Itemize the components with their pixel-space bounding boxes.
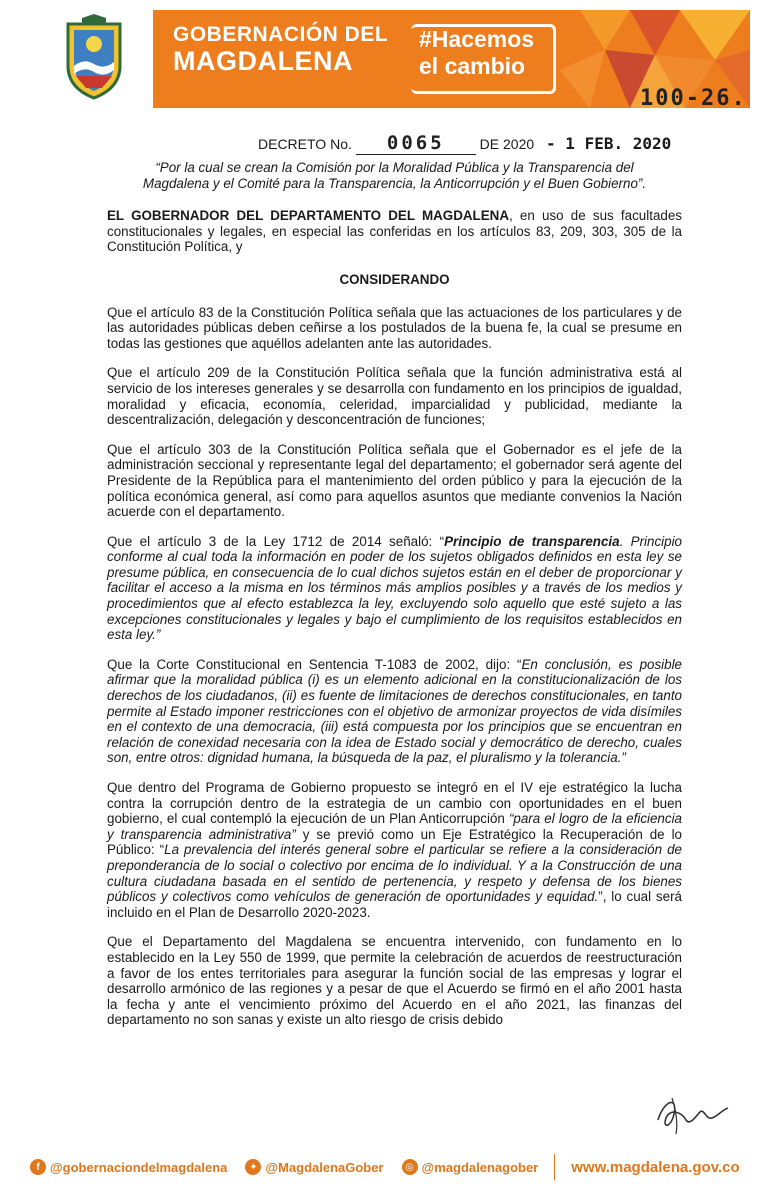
footer-divider (554, 1154, 555, 1180)
paragraph-article-303: Que el artículo 303 de la Constitución Política señala que el Gobernador es el jefe de la administración seccional y representante legal del departamento; el gobernador será agente del Presidente de la República para el mantenimiento del orden público y para la ejecución de la política económica general, así como para aquellos asuntos que mediante convenios la Nación acuerde con el departamento. (107, 441, 682, 520)
governor-faculties: , en uso de sus facultades constitucionales y legales, en especial las conferidas en los artículos 83, 209, 303, 305 de la Constitución Política, y (107, 208, 682, 255)
transparency-principle-title: Principio de transparencia (444, 533, 620, 549)
slogan-line-1: #Hacemos (419, 26, 535, 52)
decree-date-stamp: - 1 FEB. 2020 (546, 134, 672, 153)
document-body (107, 160, 682, 1028)
handwritten-signature (652, 1090, 732, 1136)
facebook-handle: @gobernaciondelmagdalena (50, 1159, 228, 1175)
twitter-icon: ✦ (245, 1159, 261, 1175)
brand-line-1: GOBERNACIÓN DEL (173, 23, 389, 46)
paragraph-sentencia (107, 657, 682, 766)
decree-subtitle: “Por la cual se crean la Comisión por la Moralidad Pública y la Transparencia del Magdalena y el Comité para la Transparencia, la Anticorrupción y el Buen Gobierno”. (142, 160, 647, 191)
footer-instagram[interactable] (402, 1159, 539, 1175)
paragraph-article-209: Que el artículo 209 de la Constitución Política señala que la función administrativa está al servicio de los intereses generales y se desarrolla con fundamento en los principios de igualdad, moralidad y eficacia, economía, celeridad, imparcialidad y publicidad, mediante la descentralización, delegación y desconcentración de funciones; (107, 365, 682, 428)
twitter-handle: @MagdalenaGober (265, 1159, 384, 1175)
facebook-icon: f (30, 1159, 46, 1175)
paragraph-law-550: Que el Departamento del Magdalena se encuentra intervenido, con fundamento en lo establecido en la Ley 550 de 1999, que permite la celebración de acuerdos de reestructuración a favor de los entes territoriales para asegurar la función social de las empresas y lograr el desarrollo armónico de las regiones y a pesar de que el Acuerdo se firmó en el año 2001 hasta la fecha y ante el vencimiento próximo del Acuerdo en el año 2021, las finanzas del departamento no son sanas y existe un alto riesgo de crisis debido (107, 934, 682, 1028)
instagram-handle: @magdalenagober (421, 1159, 539, 1175)
governor-preamble (107, 208, 682, 255)
program-text-a: Que dentro del Programa de Gobierno propuesto se integró en el IV eje estratégico la lucha contra la corrupción dentro de la estrategia de un cambio con oportunidades en el buen gobierno, el cual contempló la ejecución de un Plan Anticorrupción (107, 780, 682, 827)
program-quote-a: “para el logro de la eficiencia y transparencia administrativa” (107, 811, 682, 842)
decree-label: DECRETO No. (258, 136, 352, 152)
decree-year: DE 2020 (479, 136, 535, 152)
department-crest-logo (62, 14, 126, 100)
paragraph-government-program (107, 780, 682, 920)
program-quote-b: La prevalencia del interés general sobre el particular se refiere a la consideración de preponderancia de lo social o colectivo por encima de lo individual. Y a la Construcción de una cultura ciudadana basada en el sentido de pertenencia, y respeto y defensa de los bienes públicos y colectivos como vehículos de generación de oportunidades y equidad. (107, 842, 682, 905)
instagram-icon: ◎ (402, 1159, 418, 1175)
footer-facebook[interactable] (30, 1159, 227, 1175)
footer-twitter[interactable] (245, 1159, 383, 1175)
slogan-line-2: el cambio (419, 53, 526, 79)
brand-name (173, 24, 388, 75)
sentencia-intro: Que la Corte Constitucional en Sentencia T-1083 de 2002, dijo: “ (107, 656, 522, 672)
program-text-b: y se previó como un Eje Estratégico la Recuperación de lo Público: “ (107, 826, 682, 858)
decree-line (258, 132, 671, 155)
stamped-number: 100-26. (640, 86, 747, 111)
decree-number: 0065 (356, 132, 476, 155)
law-1712-intro: Que el artículo 3 de la Ley 1712 de 2014 señaló: “ (107, 533, 445, 549)
transparency-principle-text: . Principio conforme al cual toda la información en poder de los sujetos obligados definidos en esta ley se presume pública, en consecuencia de lo cual dichos sujetos están en el deber de proporcionar y facilitar el acceso a la misma en los términos más amplios posibles y a través de los medios y procedimientos que al efecto establezca la ley, excluyendo solo aquello que esté sujeto a las excepciones constitucionales y legales y bajo el cumplimiento de los requisitos establecidos en esta ley.” (107, 533, 682, 643)
paragraph-law-1712 (107, 534, 682, 643)
paragraph-article-83: Que el artículo 83 de la Constitución Política señala que las actuaciones de los particulares y de las autoridades públicas deben ceñirse a los postulados de la buena fe, la cual se presume en todas las gestiones que aquéllos adelanten ante las autoridades. (107, 304, 682, 351)
program-text-c: ”, lo cual será incluido en el Plan de Desarrollo 2020-2023. (107, 889, 682, 920)
considerando-heading: CONSIDERANDO (339, 271, 450, 287)
sentencia-quote: En conclusión, es posible afirmar que la moralidad pública (i) es un elemento adicional en la constitucionalización de los derechos de los ciudadanos, (ii) es fuente de limitaciones de derechos constitucionales, en tanto permite al Estado imponer restricciones con el objetivo de armonizar proyectos de vida disímiles en el contexto de una democracia, (iii) está compuesta por los principios que se encuentran en relación de conexidad necesaria con la idea de Estado social y democrático de derecho, cuales son, entre otros: dignidad humana, la búsqueda de la paz, el pluralismo y la tolerancia.” (107, 656, 683, 766)
governor-title: EL GOBERNADOR DEL DEPARTAMENTO DEL MAGDALENA (107, 208, 510, 224)
brand-line-2: MAGDALENA (173, 46, 353, 76)
footer-website-link[interactable]: www.magdalena.gov.co (571, 1158, 740, 1176)
slogan (419, 28, 534, 78)
footer (30, 1152, 748, 1182)
